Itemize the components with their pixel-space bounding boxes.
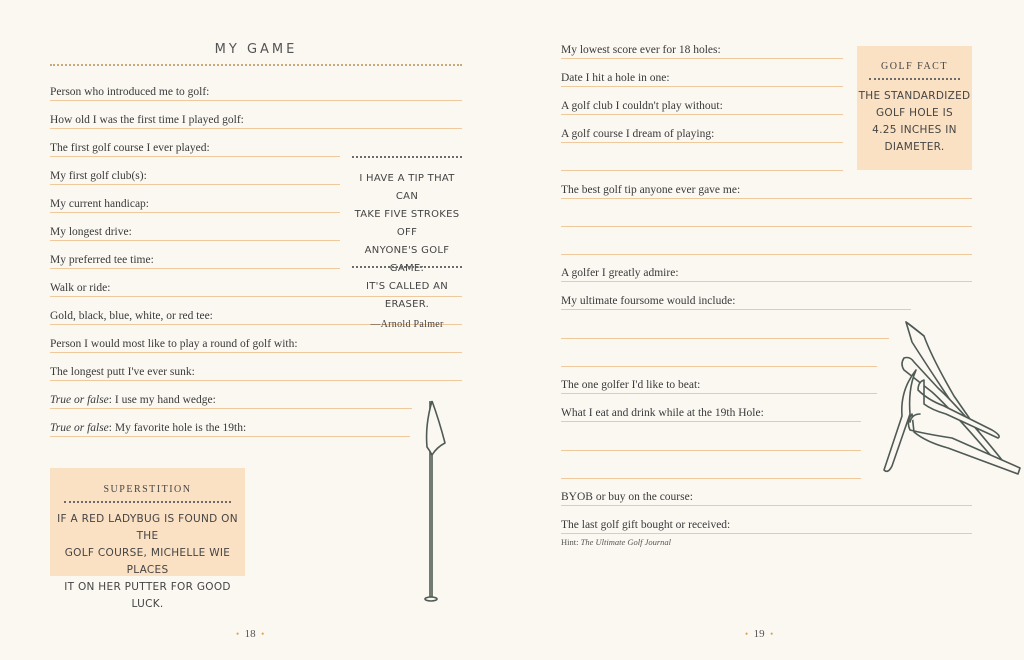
quote-line: ANYONE'S GOLF GAME: bbox=[364, 245, 450, 274]
prompt-row[interactable] bbox=[50, 129, 340, 157]
prompt-label: Person who introduced me to golf: bbox=[50, 86, 210, 98]
prompt-label: Gold, black, blue, white, or red tee: bbox=[50, 310, 213, 322]
prompt-label: The first golf course I ever played: bbox=[50, 142, 210, 154]
palmer-quote bbox=[350, 170, 464, 334]
prompt-label: A golf club I couldn't play without: bbox=[561, 100, 723, 112]
golf-fact-box bbox=[857, 46, 972, 170]
quote-attribution: —Arnold Palmer bbox=[370, 319, 444, 330]
prompt-italic: True or false bbox=[50, 422, 109, 434]
hint-text: Hint: The Ultimate Golf Journal bbox=[561, 537, 672, 547]
prompt-row[interactable] bbox=[561, 31, 843, 59]
prompt-label: BYOB or buy on the course: bbox=[561, 491, 693, 503]
superstition-divider bbox=[64, 501, 231, 503]
golf-fact-line: THE STANDARDIZED bbox=[858, 90, 971, 102]
golf-fact-line: DIAMETER. bbox=[884, 141, 945, 153]
superstition-text bbox=[50, 511, 245, 613]
prompt-label: A golf course I dream of playing: bbox=[561, 128, 715, 140]
prompt-label: What I eat and drink while at the 19th Hole: bbox=[561, 407, 764, 419]
prompt-label: The one golfer I'd like to beat: bbox=[561, 379, 701, 391]
page-title: MY GAME bbox=[214, 42, 298, 57]
prompt-label: My preferred tee time: bbox=[50, 254, 154, 266]
quote-line: TAKE FIVE STROKES OFF bbox=[354, 209, 460, 238]
prompt-label bbox=[50, 422, 246, 434]
answer-line[interactable] bbox=[561, 338, 889, 339]
golf-fact-text bbox=[857, 88, 972, 156]
golf-fact-line: GOLF HOLE IS bbox=[876, 107, 953, 119]
page-number-left: • 18 • bbox=[236, 628, 265, 640]
prompt-row[interactable] bbox=[561, 366, 877, 394]
prompt-row[interactable] bbox=[50, 185, 340, 213]
prompt-label: A golfer I greatly admire: bbox=[561, 267, 679, 279]
prompt-row[interactable] bbox=[561, 254, 972, 282]
prompt-row[interactable] bbox=[561, 87, 843, 115]
prompt-row[interactable] bbox=[50, 101, 462, 129]
prompt-row[interactable] bbox=[561, 282, 911, 310]
page-number: 19 bbox=[753, 628, 765, 640]
superstition-box bbox=[50, 468, 245, 610]
prompt-label: My first golf club(s): bbox=[50, 170, 147, 182]
prompt-row[interactable] bbox=[50, 73, 462, 101]
superstition-line: IT ON HER PUTTER FOR GOOD LUCK. bbox=[64, 581, 231, 610]
prompt-label: The last golf gift bought or received: bbox=[561, 519, 731, 531]
prompt-label: Walk or ride: bbox=[50, 282, 111, 294]
answer-line[interactable] bbox=[561, 226, 972, 227]
page-number: 18 bbox=[244, 628, 256, 640]
prompt-text: : I use my hand wedge: bbox=[108, 394, 216, 406]
prompt-italic: True or false bbox=[50, 394, 109, 406]
prompt-label: My lowest score ever for 18 holes: bbox=[561, 44, 721, 56]
prompt-row[interactable] bbox=[50, 353, 462, 381]
superstition-heading: SUPERSTITION bbox=[103, 484, 192, 495]
prompt-row[interactable] bbox=[50, 213, 340, 241]
prompt-row[interactable] bbox=[561, 506, 972, 534]
superstition-line: GOLF COURSE, MICHELLE WIE PLACES bbox=[64, 547, 231, 576]
superstition-line: IF A RED LADYBUG IS FOUND ON THE bbox=[57, 513, 238, 542]
prompt-label: The best golf tip anyone ever gave me: bbox=[561, 184, 741, 196]
title-divider bbox=[50, 64, 462, 66]
prompt-row[interactable] bbox=[50, 241, 340, 269]
golf-fact-line: 4.25 INCHES IN bbox=[872, 124, 957, 136]
prompt-label: My current handicap: bbox=[50, 198, 149, 210]
prompt-row[interactable] bbox=[561, 394, 861, 422]
golf-fact-divider bbox=[869, 78, 960, 80]
prompt-row[interactable] bbox=[50, 409, 410, 437]
hint-title: The Ultimate Golf Journal bbox=[580, 537, 672, 547]
prompt-label: My longest drive: bbox=[50, 226, 132, 238]
prompt-label: The longest putt I've ever sunk: bbox=[50, 366, 195, 378]
quote-bottom-divider bbox=[352, 266, 462, 268]
page-number-right: • 19 • bbox=[745, 628, 774, 640]
prompt-row[interactable] bbox=[561, 171, 972, 199]
answer-line[interactable] bbox=[561, 450, 861, 451]
golf-fact-heading: GOLF FACT bbox=[881, 61, 948, 72]
quote-top-divider bbox=[352, 156, 462, 158]
prompt-row[interactable] bbox=[50, 381, 412, 409]
prompt-label: Date I hit a hole in one: bbox=[561, 72, 670, 84]
prompt-row[interactable] bbox=[561, 59, 843, 87]
prompt-row[interactable] bbox=[50, 157, 340, 185]
prompt-label: How old I was the first time I played golf: bbox=[50, 114, 244, 126]
quote-line: IT'S CALLED AN ERASER. bbox=[365, 281, 449, 310]
golf-tees-illustration bbox=[872, 318, 1024, 486]
prompt-row[interactable] bbox=[561, 115, 843, 143]
prompt-label bbox=[50, 394, 216, 406]
prompt-text: : My favorite hole is the 19th: bbox=[108, 422, 247, 434]
prompt-label: My ultimate foursome would include: bbox=[561, 295, 736, 307]
prompt-label: Person I would most like to play a round of golf with: bbox=[50, 338, 298, 350]
golf-flag-illustration bbox=[415, 395, 455, 605]
quote-line: I HAVE A TIP THAT CAN bbox=[359, 173, 455, 202]
